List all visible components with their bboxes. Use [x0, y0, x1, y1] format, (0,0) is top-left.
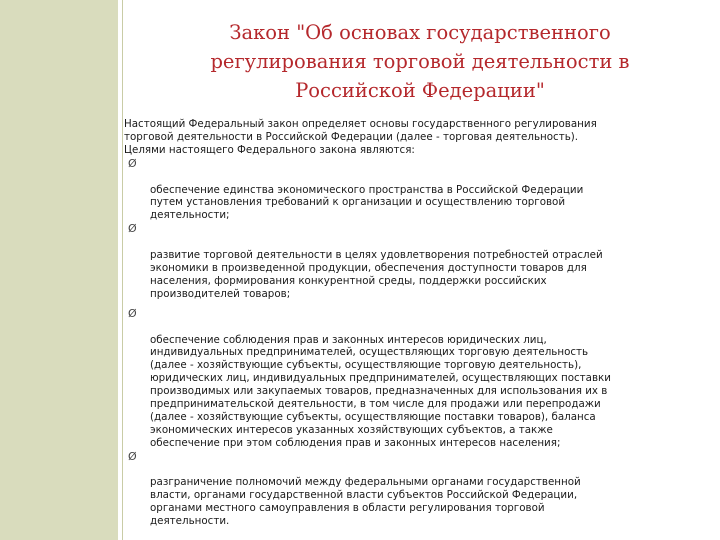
slide-body: [124, 118, 704, 528]
arrow-bullet-icon: Ø: [128, 306, 137, 320]
list-item-text: обеспечение соблюдения прав и законных интересов юридических лиц, индивидуальных предпринимателей, осуществляющих торговую деятельность (далее - хозяйствующие субъекты, осуществляющие торговую деятельность), юридических лиц, индивидуальных предпринимателей, осуществляющих поставки производимых или закупаемых товаров, предназначенных для использования их в предпринимательской деятельности, в том числе для продажи или перепродажи (далее - хозяйствующие субъекты, осуществляющие поставки товаров), баланса экономических интересов указанных хозяйствующих субъектов, а также обеспечение при этом соблюдения прав и законных интересов населения;: [150, 333, 611, 449]
side-band-divider-line: [122, 0, 123, 540]
list-item-text: разграничение полномочий между федеральными органами государственной власти, органами государственной власти субъектов Российской Федерации, органами местного самоуправления в области регулирования торговой деятельности.: [150, 476, 581, 528]
list-item-text: развитие торговой деятельности в целях удовлетворения потребностей отраслей экономики в произведенной продукции, обеспечения доступности товаров для населения, формирования конкурентной среды, поддержки российских производителей товаров;: [150, 249, 603, 300]
slide-title: [150, 18, 690, 105]
list-item: [124, 451, 704, 528]
decorative-side-band: [0, 0, 118, 540]
arrow-bullet-icon: Ø: [128, 222, 137, 236]
list-item: [124, 223, 704, 300]
arrow-bullet-icon: Ø: [128, 449, 137, 463]
list-item-text: обеспечение единства экономического пространства в Российской Федерации путем установления требований к организации и осуществлению торговой деятельности;: [150, 183, 584, 222]
slide-title-text: Закон "Об основах государственного регулирования торговой деятельности в Российской Федерации": [210, 21, 630, 102]
intro-paragraph: Настоящий Федеральный закон определяет основы государственного регулирования торговой деятельности в Российской Федерации (далее - торговая деятельность). Целями настоящего Федерального закона являются:: [124, 118, 597, 156]
list-item: [124, 158, 704, 223]
list-item: [124, 308, 704, 450]
goals-list: [124, 158, 704, 528]
arrow-bullet-icon: Ø: [128, 156, 137, 170]
